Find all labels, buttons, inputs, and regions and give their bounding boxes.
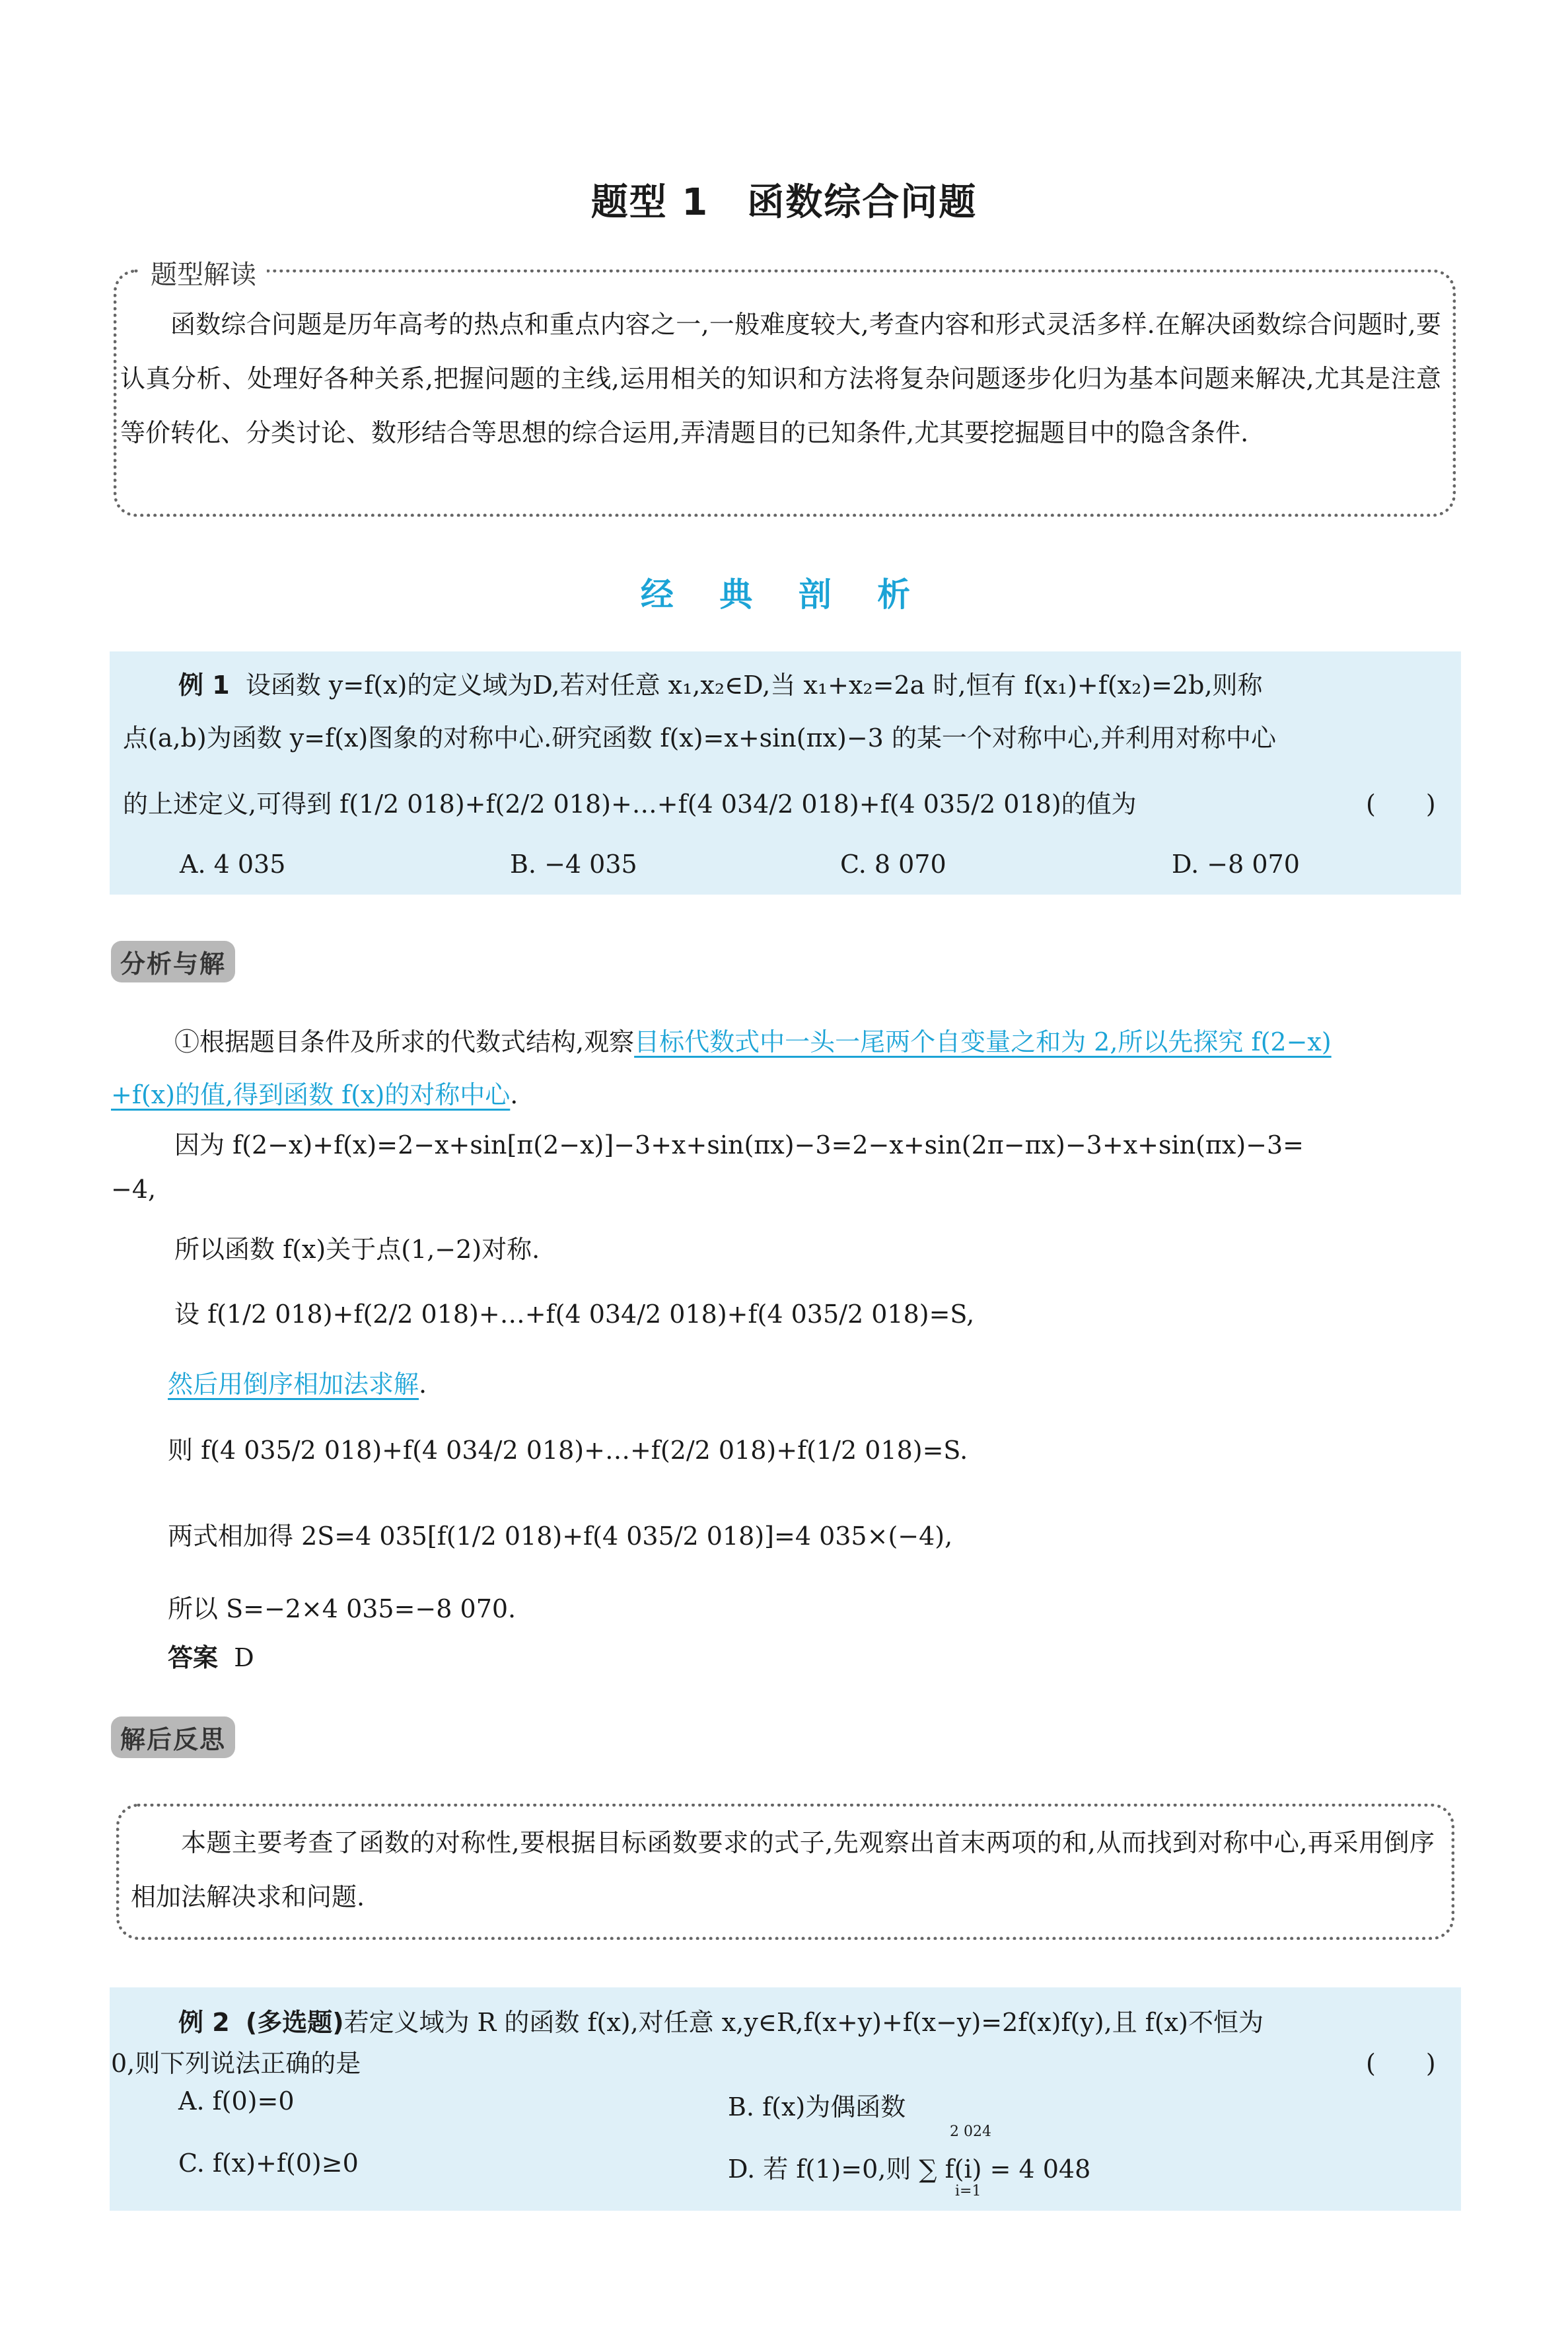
analysis-because-cont: −4, [111,1175,157,1204]
sum-upper-limit: 2 024 [950,2123,991,2140]
section-title: 经 典 剖 析 [640,575,928,614]
highlight-3: 然后用倒序相加法求解 [168,1370,419,1399]
reflection-tag: 解后反思 [111,1716,235,1758]
analysis-method: 然后用倒序相加法求解. [168,1370,427,1399]
example2-label: 例 2 [178,2008,230,2037]
example2-tag: (多选题) [245,2008,344,2037]
analysis-because: 因为 f(2−x)+f(x)=2−x+sin[π(2−x)]−3+x+sin(πx)−3=2−x+sin(2π−πx)−3+x+sin(πx)−3= [174,1130,1304,1160]
example1-line1 [178,665,1263,701]
intro-label: 题型解读 [140,254,267,291]
sum-lower-limit: i=1 [955,2183,981,2199]
example2-option-d: D. 若 f(1)=0,则 ∑ f(i) = 4 048 [728,2155,1091,2184]
analysis-step1: ①根据题目条件及所求的代数式结构,观察目标代数式中一头一尾两个自变量之和为 2,所以先探究 f(2−x) [174,1027,1332,1056]
example2-option-b: B. f(x)为偶函数 [728,2092,906,2122]
example2-text1: 若定义域为 R 的函数 f(x),对任意 x,y∈R,f(x+y)+f(x−y)=2f(x)f(y),且 f(x)不恒为 [343,2008,1264,2037]
option-d: D. −8 070 [1172,850,1300,879]
option-c: C. 8 070 [840,850,946,879]
highlight-1: 目标代数式中一头一尾两个自变量之和为 2,所以先探究 f(2−x) [634,1027,1332,1056]
example1-line3: 的上述定义,可得到 f(1/2 018)+f(2/2 018)+…+f(4 034/2 018)+f(4 035/2 018)的值为 [123,790,1137,819]
example2-option-c: C. f(x)+f(0)≥0 [178,2149,359,2178]
page-title: 题型 1 函数综合问题 [590,181,978,224]
highlight-2: +f(x)的值,得到函数 f(x)的对称中心 [111,1080,511,1109]
example1-paren: ( ) [1366,790,1436,819]
analysis-set: 设 f(1/2 018)+f(2/2 018)+…+f(4 034/2 018)+f(4 035/2 018)=S, [174,1300,975,1329]
reflection-text: 本题主要考查了函数的对称性,要根据目标函数要求的式子,先观察出首末两项的和,从而找到对称中心,再采用倒序相加法解决求和问题. [131,1828,1435,1911]
analysis-then: 则 f(4 035/2 018)+f(4 034/2 018)+…+f(2/2 018)+f(1/2 018)=S. [168,1436,968,1465]
analysis-tag: 分析与解 [111,941,235,982]
analysis-so: 所以 S=−2×4 035=−8 070. [168,1594,517,1623]
example2-option-a: A. f(0)=0 [178,2086,295,2116]
example2-paren: ( ) [1366,2049,1436,2078]
example1-text1: 设函数 y=f(x)的定义域为D,若对任意 x₁,x₂∈D,当 x₁+x₂=2a 时,恒有 f(x₁)+f(x₂)=2b,则称 [245,671,1263,700]
answer [168,1637,254,1674]
example2-line2: 0,则下列说法正确的是 [111,2049,361,2078]
analysis-step1-cont: +f(x)的值,得到函数 f(x)的对称中心. [111,1080,518,1109]
analysis-add: 两式相加得 2S=4 035[f(1/2 018)+f(4 035/2 018)]=4 035×(−4), [168,1522,953,1551]
option-b: B. −4 035 [510,850,637,879]
answer-label: 答案 [168,1643,219,1672]
answer-value: D [234,1643,254,1672]
intro-text: 函数综合问题是历年高考的热点和重点内容之一,一般难度较大,考查内容和形式灵活多样.在解决函数综合问题时,要认真分析、处理好各种关系,把握问题的主线,运用相关的知识和方法将复杂问题逐步化归为基本问题来解决,尤其是注意等价转化、分类讨论、数形结合等思想的综合运用,弄清题目的已知条件,尤其要挖掘题目中的隐含条件. [120,310,1441,447]
example1-line2: 点(a,b)为函数 y=f(x)图象的对称中心.研究函数 f(x)=x+sin(πx)−3 的某一个对称中心,并利用对称中心 [123,723,1277,753]
example2-line1 [178,2002,1264,2038]
example1-label: 例 1 [178,671,230,700]
option-a: A. 4 035 [180,850,286,879]
analysis-symmetry: 所以函数 f(x)关于点(1,−2)对称. [174,1235,540,1264]
